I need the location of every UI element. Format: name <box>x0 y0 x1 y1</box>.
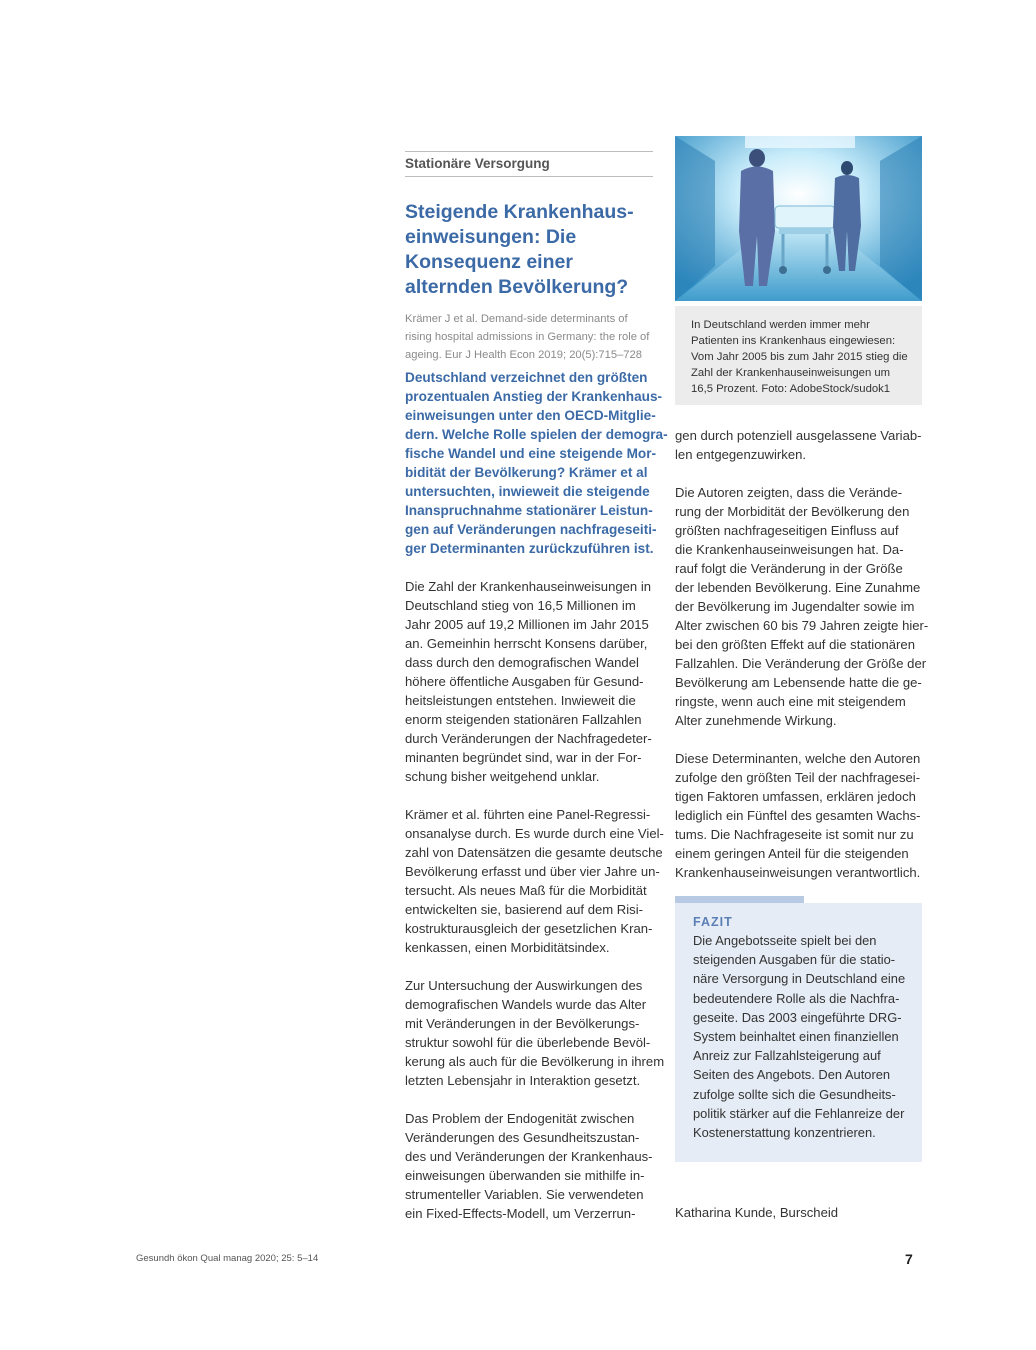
body-paragraph: Diese Determinanten, welche den Autoren zufolge den größten Teil der nachfragesei- tigen Faktoren umfassen, erklären jedoch lediglich ein Fünftel des gesamten Wachs- tums. Die Nachfrageseite ist somit nur zu einem geringen Anteil für die steigenden Krankenhauseinweisungen verantwortlich. <box>675 751 921 880</box>
lead-paragraph <box>405 368 668 558</box>
lead-line: fische Wandel und eine steigende Mor- <box>405 446 657 461</box>
fazit-heading: FAZIT <box>693 915 733 929</box>
lead-line: Inanspruchnahme stationärer Leistun- <box>405 503 653 518</box>
lead-line: Deutschland verzeichnet den größten <box>405 370 648 385</box>
journal-footer: Gesundh ökon Qual manag 2020; 25: 5–14 <box>136 1253 319 1264</box>
title-line: Steigende Krankenhaus- <box>405 201 634 223</box>
fazit-accent-bar <box>675 896 804 903</box>
reference-line: Krämer J et al. Demand-side determinants of <box>405 313 628 325</box>
citation-reference <box>405 310 655 364</box>
fazit-text: Die Angebotsseite spielt bei den steigenden Ausgaben für die statio- näre Versorgung in Deutschland eine bedeutendere Rolle als die Nachfra- geseite. Das 2003 eingeführte DRG- System beinhaltet einen finanziellen Anreiz zur Fallzahlsteigerung auf Seiten des Angebots. Den Autoren zufolge sollte sich die Gesundheits- politik stärker auf die Fehlanreize der Kostenerstattung konzentrieren. <box>693 933 906 1141</box>
lead-line: ger Determinanten zurückzuführen ist. <box>405 541 654 556</box>
page-number: 7 <box>905 1251 913 1267</box>
author-name: Katharina Kunde, Burscheid <box>675 1205 839 1220</box>
reference-line: ageing. Eur J Health Econ 2019; 20(5):715–728 <box>405 349 642 361</box>
title-line: alternden Bevölkerung? <box>405 276 629 298</box>
lead-line: bidität der Bevölkerung? Krämer et al <box>405 465 648 480</box>
body-paragraph: Zur Untersuchung der Auswirkungen des demografischen Wandels wurde das Alter mit Veränderungen in der Bevölkerungs- struktur sowohl für die überlebende Bevöl- kerung als auch für die Bevölkerung in ihrem letzten Lebensjahr in Interaktion gesetzt. <box>405 978 665 1088</box>
lead-line: einweisungen unter den OECD-Mitglie- <box>405 408 656 423</box>
lead-line: prozentualen Anstieg der Krankenhaus- <box>405 389 663 404</box>
body-paragraph: gen durch potenziell ausgelassene Variab- len entgegenzuwirken. <box>675 428 922 462</box>
lead-line: gen auf Veränderungen nachfrageseiti- <box>405 522 657 537</box>
body-paragraph: Die Autoren zeigten, dass die Verände- rung der Morbidität der Bevölkerung den größten nachfrageseitigen Einfluss auf die Krankenhauseinweisungen hat. Da- rauf folgt die Veränderung in der Größe der lebenden Bevölkerung. Eine Zunahme der Bevölkerung im Jugendalter sowie im Alter zwischen 60 bis 79 Jahren zeigte hier- bei den größten Effekt auf die stationären Fallzahlen. Die Veränderung der Größe der Bevölkerung am Lebensende hatte die ge- ringste, wenn auch eine mit steigendem Alter zunehmende Wirkung. <box>675 485 929 728</box>
title-line: einweisungen: Die <box>405 226 577 248</box>
body-paragraph: Krämer et al. führten eine Panel-Regressi- onsanalyse durch. Es wurde durch eine Viel- zahl von Datensätzen die gesamte deutsche Bevölkerung erfasst und über vier Jahre un- tersucht. Als neues Maß für die Morbidität entwickelten sie, basierend auf dem Risi- kostrukturausgleich der gesetzlichen Kran- kenkassen, einen Morbiditätsindex. <box>405 807 664 955</box>
title-line: Konsequenz einer <box>405 251 573 273</box>
reference-line: rising hospital admissions in Germany: the role of <box>405 331 650 343</box>
lead-line: dern. Welche Rolle spielen der demogra- <box>405 427 668 442</box>
photo-caption: In Deutschland werden immer mehr Patienten ins Krankenhaus eingewiesen: Vom Jahr 2005 bis zum Jahr 2015 stieg die Zahl der Krankenhauseinweisungen um 16,5 Prozent. Foto: AdobeStock/sudok1 <box>675 306 922 405</box>
article-title <box>405 200 655 300</box>
hospital-corridor-photo <box>675 136 922 301</box>
body-paragraph: Das Problem der Endogenität zwischen Veränderungen des Gesundheitszustan- des und Veränderungen der Krankenhaus- einweisungen überwanden sie mithilfe in- strumenteller Variablen. Sie verwendeten ein Fixed-Effects-Modell, um Verzerrun- <box>405 1111 653 1221</box>
body-paragraph: Die Zahl der Krankenhauseinweisungen in Deutschland stieg von 16,5 Millionen im Jahr 2005 auf 19,2 Millionen im Jahr 2015 an. Gemeinhin herrscht Konsens darüber, dass durch den demografischen Wandel höhere öffentliche Ausgaben für Gesund- heitsleistungen entstehen. Inwieweit die enorm steigenden stationären Fallzahlen durch Veränderungen der Nachfragedeter- minanten begründet sind, war in der For- schung bisher weitgehend unklar. <box>405 579 652 784</box>
section-label: Stationäre Versorgung <box>405 151 653 177</box>
fazit-box <box>675 903 922 1162</box>
lead-line: untersuchten, inwieweit die steigende <box>405 484 650 499</box>
